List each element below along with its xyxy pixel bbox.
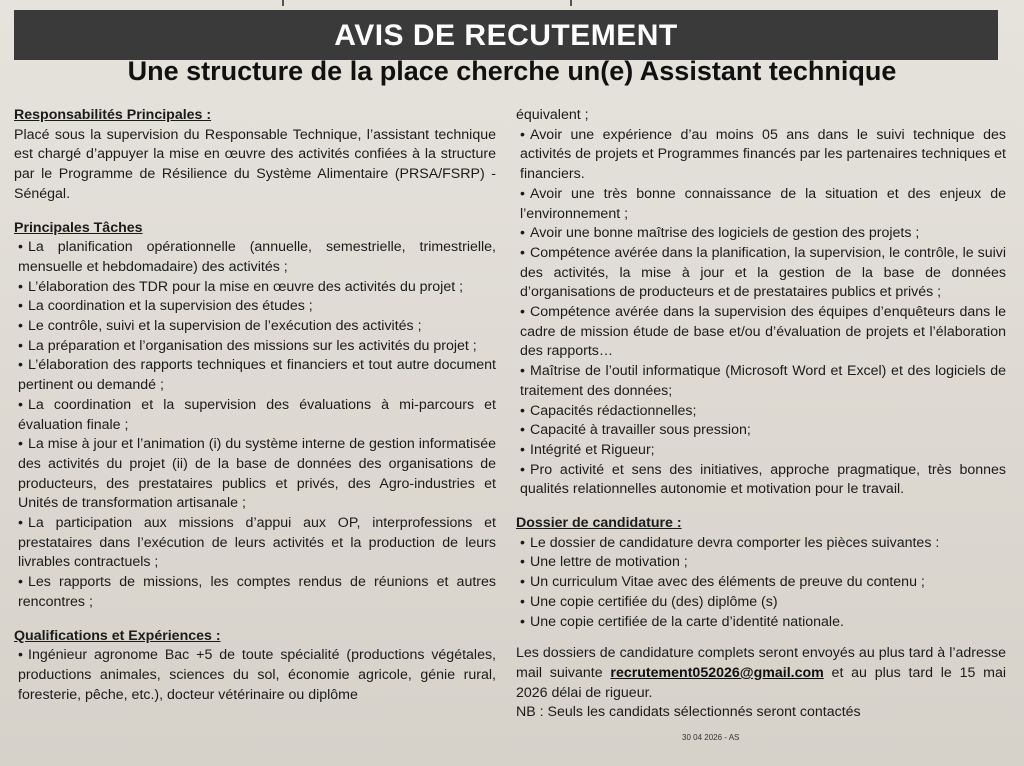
- announcement-banner: AVIS DE RECUTEMENT: [14, 10, 998, 60]
- bullet-icon: •: [520, 402, 525, 419]
- column-rule: [570, 0, 572, 6]
- list-item: • La participation aux missions d’appui aux OP, interprofessions et prestataires dans l’exécution de leurs activités et la production de leurs livrables contractuels ;: [18, 515, 496, 571]
- right-column: [516, 106, 1006, 723]
- bullet-icon: •: [18, 337, 23, 354]
- print-signature: 30 04 2026 - AS: [682, 733, 740, 742]
- bullet-icon: •: [18, 436, 23, 453]
- list-item: • La mise à jour et l’animation (i) du système interne de gestion informatisée des activités du projet (ii) de la base de données des organisations de producteurs, des prestataires publics et privés, des Agro-industries et Unités de transformation artisanale ;: [18, 436, 496, 512]
- bullet-icon: •: [18, 396, 23, 413]
- application-heading: Dossier de candidature :: [516, 515, 682, 532]
- bullet-icon: •: [520, 554, 525, 571]
- bullet-icon: •: [520, 461, 525, 478]
- list-item: • La coordination et la supervision des évaluations à mi-parcours et évaluation finale ;: [18, 396, 496, 433]
- bullet-icon: •: [520, 126, 525, 143]
- list-item: • Compétence avérée dans la supervision des équipes d’enquêteurs dans le cadre de mission étude de base et/ou d’évaluation de projets et l’élaboration des rapports…: [520, 304, 1006, 360]
- bullet-icon: •: [520, 304, 525, 321]
- nb-note: NB : Seuls les candidats sélectionnés seront contactés: [516, 704, 861, 721]
- bullet-icon: •: [18, 574, 23, 591]
- list-item: • Ingénieur agronome Bac +5 de toute spécialité (productions végétales, productions animales, sciences du sol, économie agricole, génie rural, foresterie, pêche, etc.), docteur vétérinaire ou diplôme: [18, 647, 496, 703]
- bullet-icon: •: [520, 613, 525, 630]
- list-item: • Capacités rédactionnelles;: [516, 402, 1006, 422]
- tasks-list: [14, 238, 496, 612]
- list-item: • La planification opérationnelle (annuelle, semestrielle, trimestrielle, mensuelle et hebdomadaire) des activités ;: [18, 239, 496, 275]
- list-item: • L’élaboration des TDR pour la mise en œuvre des activités du projet ;: [14, 278, 496, 298]
- list-item: • Avoir une bonne maîtrise des logiciels de gestion des projets ;: [516, 224, 1006, 244]
- list-item: • La coordination et la supervision des études ;: [14, 297, 496, 317]
- bullet-icon: •: [520, 244, 525, 261]
- tasks-heading: Principales Tâches: [14, 219, 143, 236]
- email-link[interactable]: recrutement052026@gmail.com: [610, 664, 824, 681]
- bullet-icon: •: [520, 534, 525, 551]
- responsibilities-heading: Responsabilités Principales :: [14, 107, 212, 123]
- list-item: • Avoir une expérience d’au moins 05 ans dans le suivi technique des activités de projets et Programmes financés par les partenaires techniques et financiers.: [520, 126, 1006, 183]
- responsibilities-text: Placé sous la supervision du Responsable Technique, l’assistant technique est chargé d’appuyer la mise en œuvre des activités confiées à la structure par le Programme de Résilience du Système Alimentaire (PRSA/FSRP) - Sénégal.: [14, 126, 496, 202]
- bullet-icon: •: [18, 278, 23, 295]
- bullet-icon: •: [520, 574, 525, 591]
- bullet-icon: •: [520, 422, 525, 439]
- column-rule: [282, 0, 284, 6]
- application-list: [516, 534, 1006, 633]
- list-item: • Une lettre de motivation ;: [516, 553, 1006, 573]
- list-item: • Le contrôle, suivi et la supervision de l’exécution des activités ;: [14, 317, 496, 337]
- list-item: • Un curriculum Vitae avec des éléments de preuve du contenu ;: [516, 573, 1006, 593]
- list-item: • Compétence avérée dans la planification, la supervision, le contrôle, le suivi des activités, la mise à jour et la gestion de la base de données d’organisations de producteurs et de prestataires publics et privés ;: [520, 244, 1006, 301]
- qualifications-heading: Qualifications et Expériences :: [14, 627, 221, 644]
- bullet-icon: •: [520, 363, 525, 380]
- list-item: • Une copie certifiée de la carte d’identité nationale.: [516, 613, 1006, 633]
- list-item: • Avoir une très bonne connaissance de la situation et des enjeux de l’environnement ;: [520, 185, 1006, 222]
- announcement-subtitle: Une structure de la place cherche un(e) Assistant technique: [127, 56, 897, 86]
- bullet-icon: •: [18, 515, 23, 532]
- list-item: • Intégrité et Rigueur;: [516, 441, 1006, 461]
- bullet-icon: •: [520, 225, 525, 242]
- qualifications-list: [516, 126, 1006, 500]
- bullet-icon: •: [18, 239, 23, 256]
- bullet-icon: •: [520, 441, 525, 458]
- bullet-icon: •: [18, 298, 23, 315]
- left-column: [14, 106, 496, 705]
- list-item: • Capacité à travailler sous pression;: [516, 421, 1006, 441]
- list-item: • L’élaboration des rapports techniques et financiers et tout autre document pertinent ou demandé ;: [18, 357, 496, 394]
- qualification-continuation: équivalent ;: [516, 107, 589, 123]
- bullet-icon: •: [18, 357, 23, 374]
- bullet-icon: •: [520, 185, 525, 202]
- list-item: • La préparation et l’organisation des missions sur les activités du projet ;: [14, 337, 496, 357]
- submission-text: Les dossiers de candidature complets seront envoyés au plus tard à l’adresse mail suivante recrutement052026@gmail.com et au plus tard le 15 mai 2026 délai de rigueur.: [516, 645, 1006, 701]
- bullet-icon: •: [18, 318, 23, 335]
- list-item: • Pro activité et sens des initiatives, approche pragmatique, très bonnes qualités relationnelles autonomie et motivation pour le travail.: [520, 461, 1006, 498]
- list-item: • Le dossier de candidature devra comporter les pièces suivantes :: [516, 534, 1006, 554]
- list-item: • Les rapports de missions, les comptes rendus de réunions et autres rencontres ;: [18, 574, 496, 610]
- list-item: • Maîtrise de l’outil informatique (Microsoft Word et Excel) et des logiciels de traitement des données;: [520, 363, 1006, 399]
- page-top-edge: [0, 0, 1024, 6]
- bullet-icon: •: [520, 593, 525, 610]
- list-item: • Une copie certifiée du (des) diplôme (s): [516, 593, 1006, 613]
